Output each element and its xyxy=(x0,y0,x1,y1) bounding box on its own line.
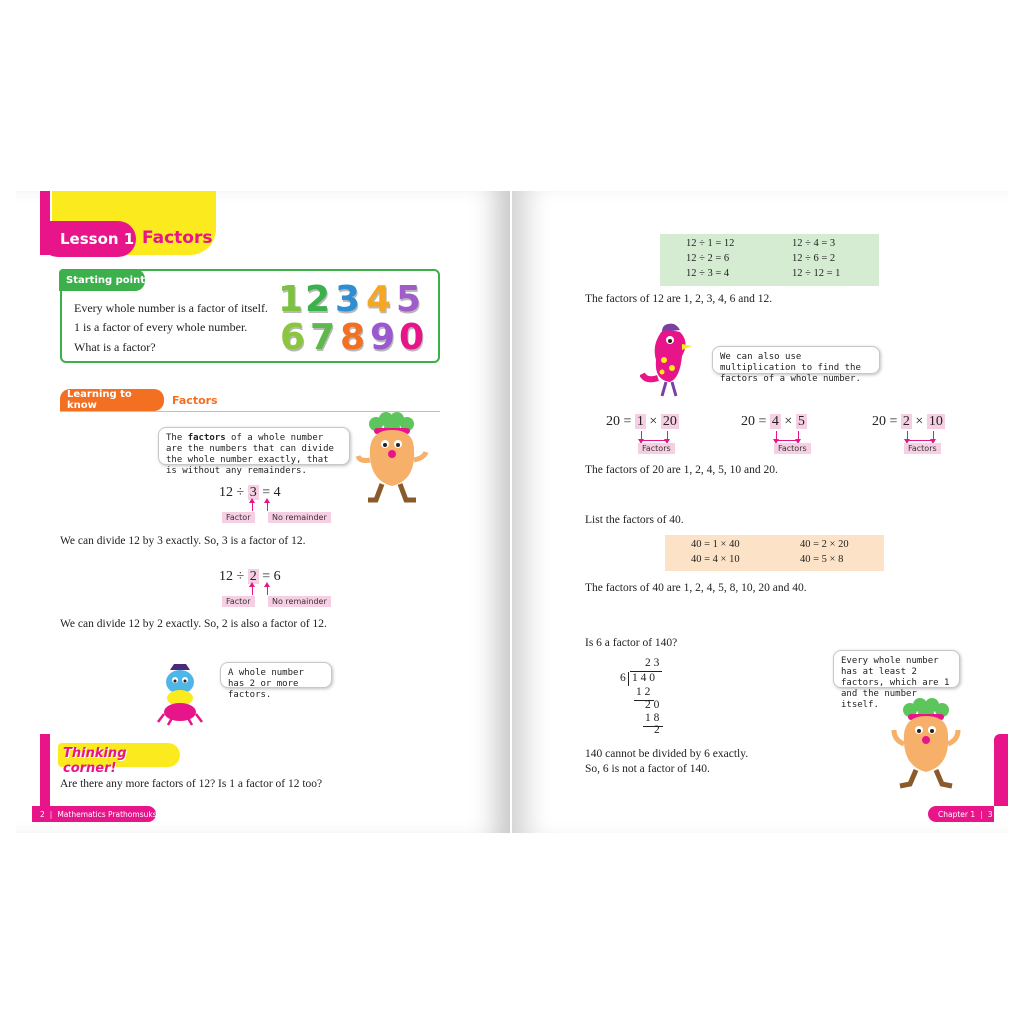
digit: 9 xyxy=(370,317,396,358)
factors-keyword: factors xyxy=(187,433,226,443)
division-remainder: 2 xyxy=(654,724,660,736)
division-step: 2 0 xyxy=(645,699,660,711)
division-step: 1 2 xyxy=(636,686,651,698)
digit: 6 xyxy=(280,317,306,358)
example-sentence: We can divide 12 by 2 exactly. So, 2 is also a factor of 12. xyxy=(60,618,327,630)
purple-bird-mascot-icon xyxy=(640,320,696,400)
learning-title: Factors xyxy=(172,394,218,407)
multiplication-speech-bubble: We can also use multiplication to find the factors of a whole number. xyxy=(712,346,880,374)
factors-tag: Factors xyxy=(638,443,675,454)
right-page-stripe xyxy=(994,734,1008,806)
factors-tag: Factors xyxy=(774,443,811,454)
multiplication-table xyxy=(665,535,884,571)
number-magnets-icon xyxy=(278,279,428,358)
table-cell: 12 ÷ 4 = 3 xyxy=(792,238,836,249)
digit: 8 xyxy=(340,317,366,358)
factors-tag: Factors xyxy=(904,443,941,454)
factors-of-40: The factors of 40 are 1, 2, 4, 5, 8, 10, 20 and 40. xyxy=(585,582,807,594)
arrow-icon xyxy=(933,431,934,440)
division-rule xyxy=(643,726,663,727)
digit: 7 xyxy=(310,317,336,358)
table-cell: 12 ÷ 2 = 6 xyxy=(686,253,730,264)
monster-mascot-icon xyxy=(352,410,430,508)
arrow-icon xyxy=(252,586,253,595)
lesson-label: Lesson 1 xyxy=(60,230,135,248)
multiplication-equation: 20 = 4 × 5 xyxy=(741,414,805,429)
example-sentence: We can divide 12 by 3 exactly. So, 3 is a factor of 12. xyxy=(60,535,306,547)
table-cell: 12 ÷ 12 = 1 xyxy=(792,268,841,279)
bracket-line xyxy=(641,440,668,441)
conclusion-line: So, 6 is not a factor of 140. xyxy=(585,763,710,775)
digit: 2 xyxy=(305,279,331,320)
factor-highlight: 2 xyxy=(902,414,910,429)
starting-point-line: What is a factor? xyxy=(74,340,156,354)
starting-point-line: Every whole number is a factor of itself. xyxy=(74,301,268,315)
jellyfish-mascot-icon xyxy=(156,660,204,726)
starting-point-line: 1 is a factor of every whole number. xyxy=(74,320,248,334)
factor-highlight: 1 xyxy=(636,414,644,429)
table-cell: 12 ÷ 1 = 12 xyxy=(686,238,735,249)
lesson-number-badge xyxy=(40,221,136,257)
division-equation: 12 ÷ 2 = 6 xyxy=(219,569,281,584)
factor-highlight: 4 xyxy=(771,414,779,429)
factors-of-20: The factors of 20 are 1, 2, 4, 5, 10 and 20. xyxy=(585,464,778,476)
question-140: Is 6 a factor of 140? xyxy=(585,637,678,649)
footer-divider: | xyxy=(49,809,53,819)
arrow-icon xyxy=(267,502,268,511)
table-cell: 40 = 4 × 10 xyxy=(691,554,740,565)
monster-mascot-icon xyxy=(888,696,964,792)
footer-divider: | xyxy=(980,809,983,819)
chapter-label: Chapter 1 xyxy=(938,809,976,819)
arrow-icon xyxy=(667,431,668,440)
table-cell: 40 = 5 × 8 xyxy=(800,554,844,565)
division-step: 1 8 xyxy=(645,712,660,724)
division-quotient: 2 3 xyxy=(645,657,660,669)
lesson-title: Factors xyxy=(142,228,213,248)
arrow-icon xyxy=(798,431,799,440)
at-least-two-speech-bubble: Every whole number has at least 2 factors, which are 1 and the number itself. xyxy=(833,650,960,688)
conclusion-line: 140 cannot be divided by 6 exactly. xyxy=(585,748,749,760)
table-cell: 40 = 2 × 20 xyxy=(800,539,849,550)
digit: 4 xyxy=(366,279,392,320)
multiplication-equation: 20 = 1 × 20 xyxy=(606,414,677,429)
division-bracket xyxy=(628,672,629,686)
factor-tag: Factor xyxy=(222,512,255,523)
factor-tag: Factor xyxy=(222,596,255,607)
bracket-line xyxy=(907,440,934,441)
arrow-icon xyxy=(907,431,908,440)
bracket-line xyxy=(776,440,799,441)
list-40-prompt: List the factors of 40. xyxy=(585,514,684,526)
starting-point-tab: Starting point xyxy=(59,269,145,291)
book-title: Mathematics Prathomsuksa 6 xyxy=(57,809,169,819)
arrow-icon xyxy=(776,431,777,440)
factors-of-12: The factors of 12 are 1, 2, 3, 4, 6 and 12. xyxy=(585,293,773,305)
page-number: 2 xyxy=(40,809,45,819)
thinking-corner-question: Are there any more factors of 12? Is 1 a factor of 12 too? xyxy=(60,778,323,790)
page-footer xyxy=(32,806,169,822)
thinking-corner-label: Thinking corner! xyxy=(58,743,180,767)
digit: 5 xyxy=(396,279,422,320)
multiplication-equation: 20 = 2 × 10 xyxy=(872,414,943,429)
learning-to-know-tab: Learning to know xyxy=(60,389,164,411)
no-remainder-tag: No remainder xyxy=(268,596,331,607)
division-divisor: 6 xyxy=(620,672,626,684)
factor-highlight: 5 xyxy=(797,414,805,429)
definition-speech-bubble: The factors of a whole number are the numbers that can divide the whole number exactly, that is without any remainders. xyxy=(158,427,350,465)
factor-highlight: 20 xyxy=(662,414,677,429)
arrow-icon xyxy=(267,586,268,595)
no-remainder-tag: No remainder xyxy=(268,512,331,523)
digit: 1 xyxy=(278,279,304,320)
arrow-icon xyxy=(252,502,253,511)
two-factors-speech-bubble: A whole number has 2 or more factors. xyxy=(220,662,332,688)
table-cell: 12 ÷ 3 = 4 xyxy=(686,268,730,279)
page-number: 3 xyxy=(987,809,993,819)
factor-highlight: 2 xyxy=(249,569,257,584)
page-footer xyxy=(928,806,994,822)
division-equation: 12 ÷ 3 = 4 xyxy=(219,485,281,500)
digit: 3 xyxy=(335,279,361,320)
arrow-icon xyxy=(641,431,642,440)
digit: 0 xyxy=(399,317,425,358)
division-table xyxy=(660,234,879,286)
table-cell: 40 = 1 × 40 xyxy=(691,539,740,550)
division-dividend: 1 4 0 xyxy=(632,672,655,684)
factor-highlight: 3 xyxy=(249,485,257,500)
table-cell: 12 ÷ 6 = 2 xyxy=(792,253,836,264)
thinking-corner-stripe xyxy=(40,734,50,816)
factor-highlight: 10 xyxy=(928,414,943,429)
